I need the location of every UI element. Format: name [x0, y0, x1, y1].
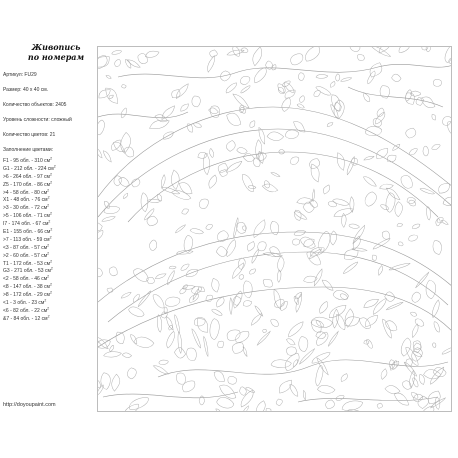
color-row-text: G3 - 271 обл. - 53 см — [3, 268, 51, 275]
unit-superscript: 2 — [50, 227, 53, 232]
color-row-text: >4 - 58 обл. - 80 см — [3, 189, 48, 196]
color-row-text: >2 - 60 обл. - 57 см — [3, 252, 48, 259]
unit-superscript: 2 — [47, 187, 50, 192]
size-text: Размер: 40 х 40 см. — [3, 87, 49, 93]
color-row — [3, 290, 95, 303]
unit-superscript: 2 — [49, 172, 52, 177]
unit-superscript: 2 — [53, 164, 56, 169]
color-row-text: >6 - 264 обл. - 97 см — [3, 173, 50, 180]
color-row-text: E1 - 155 обл. - 66 см — [3, 229, 51, 236]
logo-line-2: по номерам — [27, 52, 85, 62]
color-row-text: Z5 - 170 обл. - 86 см — [3, 181, 51, 188]
color-row-text: X1 - 48 обл. - 76 см — [3, 197, 48, 204]
unit-superscript: 2 — [50, 156, 53, 161]
color-list — [3, 158, 95, 324]
brand-logo — [18, 42, 94, 62]
color-row-text: >5 - 106 обл. - 71 см — [3, 213, 50, 220]
unit-superscript: 2 — [47, 203, 50, 208]
unit-superscript: 2 — [44, 298, 47, 303]
color-row-text: <8 - 147 обл. - 38 см — [3, 284, 50, 291]
color-row-text: I7 - 174 обл. - 67 см — [3, 221, 49, 228]
website-url: http://doyoupaint.com — [3, 402, 56, 408]
color-row — [3, 316, 95, 324]
color-row-text: >7 - 113 обл. - 59 см — [3, 236, 50, 243]
unit-superscript: 2 — [49, 282, 52, 287]
product-info — [3, 72, 95, 324]
color-row-text: G1 - 212 обл. - 224 см — [3, 165, 54, 172]
unit-superscript: 2 — [50, 180, 53, 185]
logo-line-1: Живопись — [31, 42, 81, 52]
color-row — [3, 219, 95, 232]
objects-text: Количество объектов: 2405 — [3, 102, 67, 108]
unit-superscript: 2 — [47, 195, 50, 200]
unit-superscript: 2 — [47, 251, 50, 256]
unit-superscript: 2 — [49, 235, 52, 240]
unit-superscript: 2 — [50, 258, 53, 263]
line-art-image — [98, 47, 452, 412]
unit-superscript: 2 — [50, 266, 53, 271]
unit-superscript: 2 — [47, 314, 50, 319]
color-row-text: &7 - 84 обл. - 12 см — [3, 315, 48, 322]
colors-count-text: Количество цветов: 21 — [3, 132, 56, 138]
color-row — [3, 253, 95, 261]
article-text: Артикул: FU29 — [3, 72, 37, 78]
difficulty-text: Уровень сложности: сложный — [3, 117, 72, 123]
unit-superscript: 2 — [49, 290, 52, 295]
fill-title: Заполнение цветами: — [3, 147, 54, 153]
unit-superscript: 2 — [48, 219, 51, 224]
unit-superscript: 2 — [47, 306, 50, 311]
unit-superscript: 2 — [47, 274, 50, 279]
coloring-canvas — [97, 46, 452, 412]
color-row-text: <3 - 87 обл. - 57 см — [3, 244, 48, 251]
unit-superscript: 2 — [49, 211, 52, 216]
color-row-text: T1 - 172 обл. - 53 см — [3, 260, 51, 267]
color-row-text: >3 - 30 обл. - 72 см — [3, 205, 48, 212]
color-row-text: <2 - 58 обл. - 46 см — [3, 276, 48, 283]
color-row-text: F1 - 95 обл. - 310 см — [3, 158, 51, 164]
unit-superscript: 2 — [47, 243, 50, 248]
color-row-text: <6 - 82 обл. - 22 см — [3, 307, 48, 314]
color-row-text: >8 - 172 обл. - 29 см — [3, 292, 50, 299]
color-row-text: <1 - 3 обл. - 23 см — [3, 300, 45, 307]
